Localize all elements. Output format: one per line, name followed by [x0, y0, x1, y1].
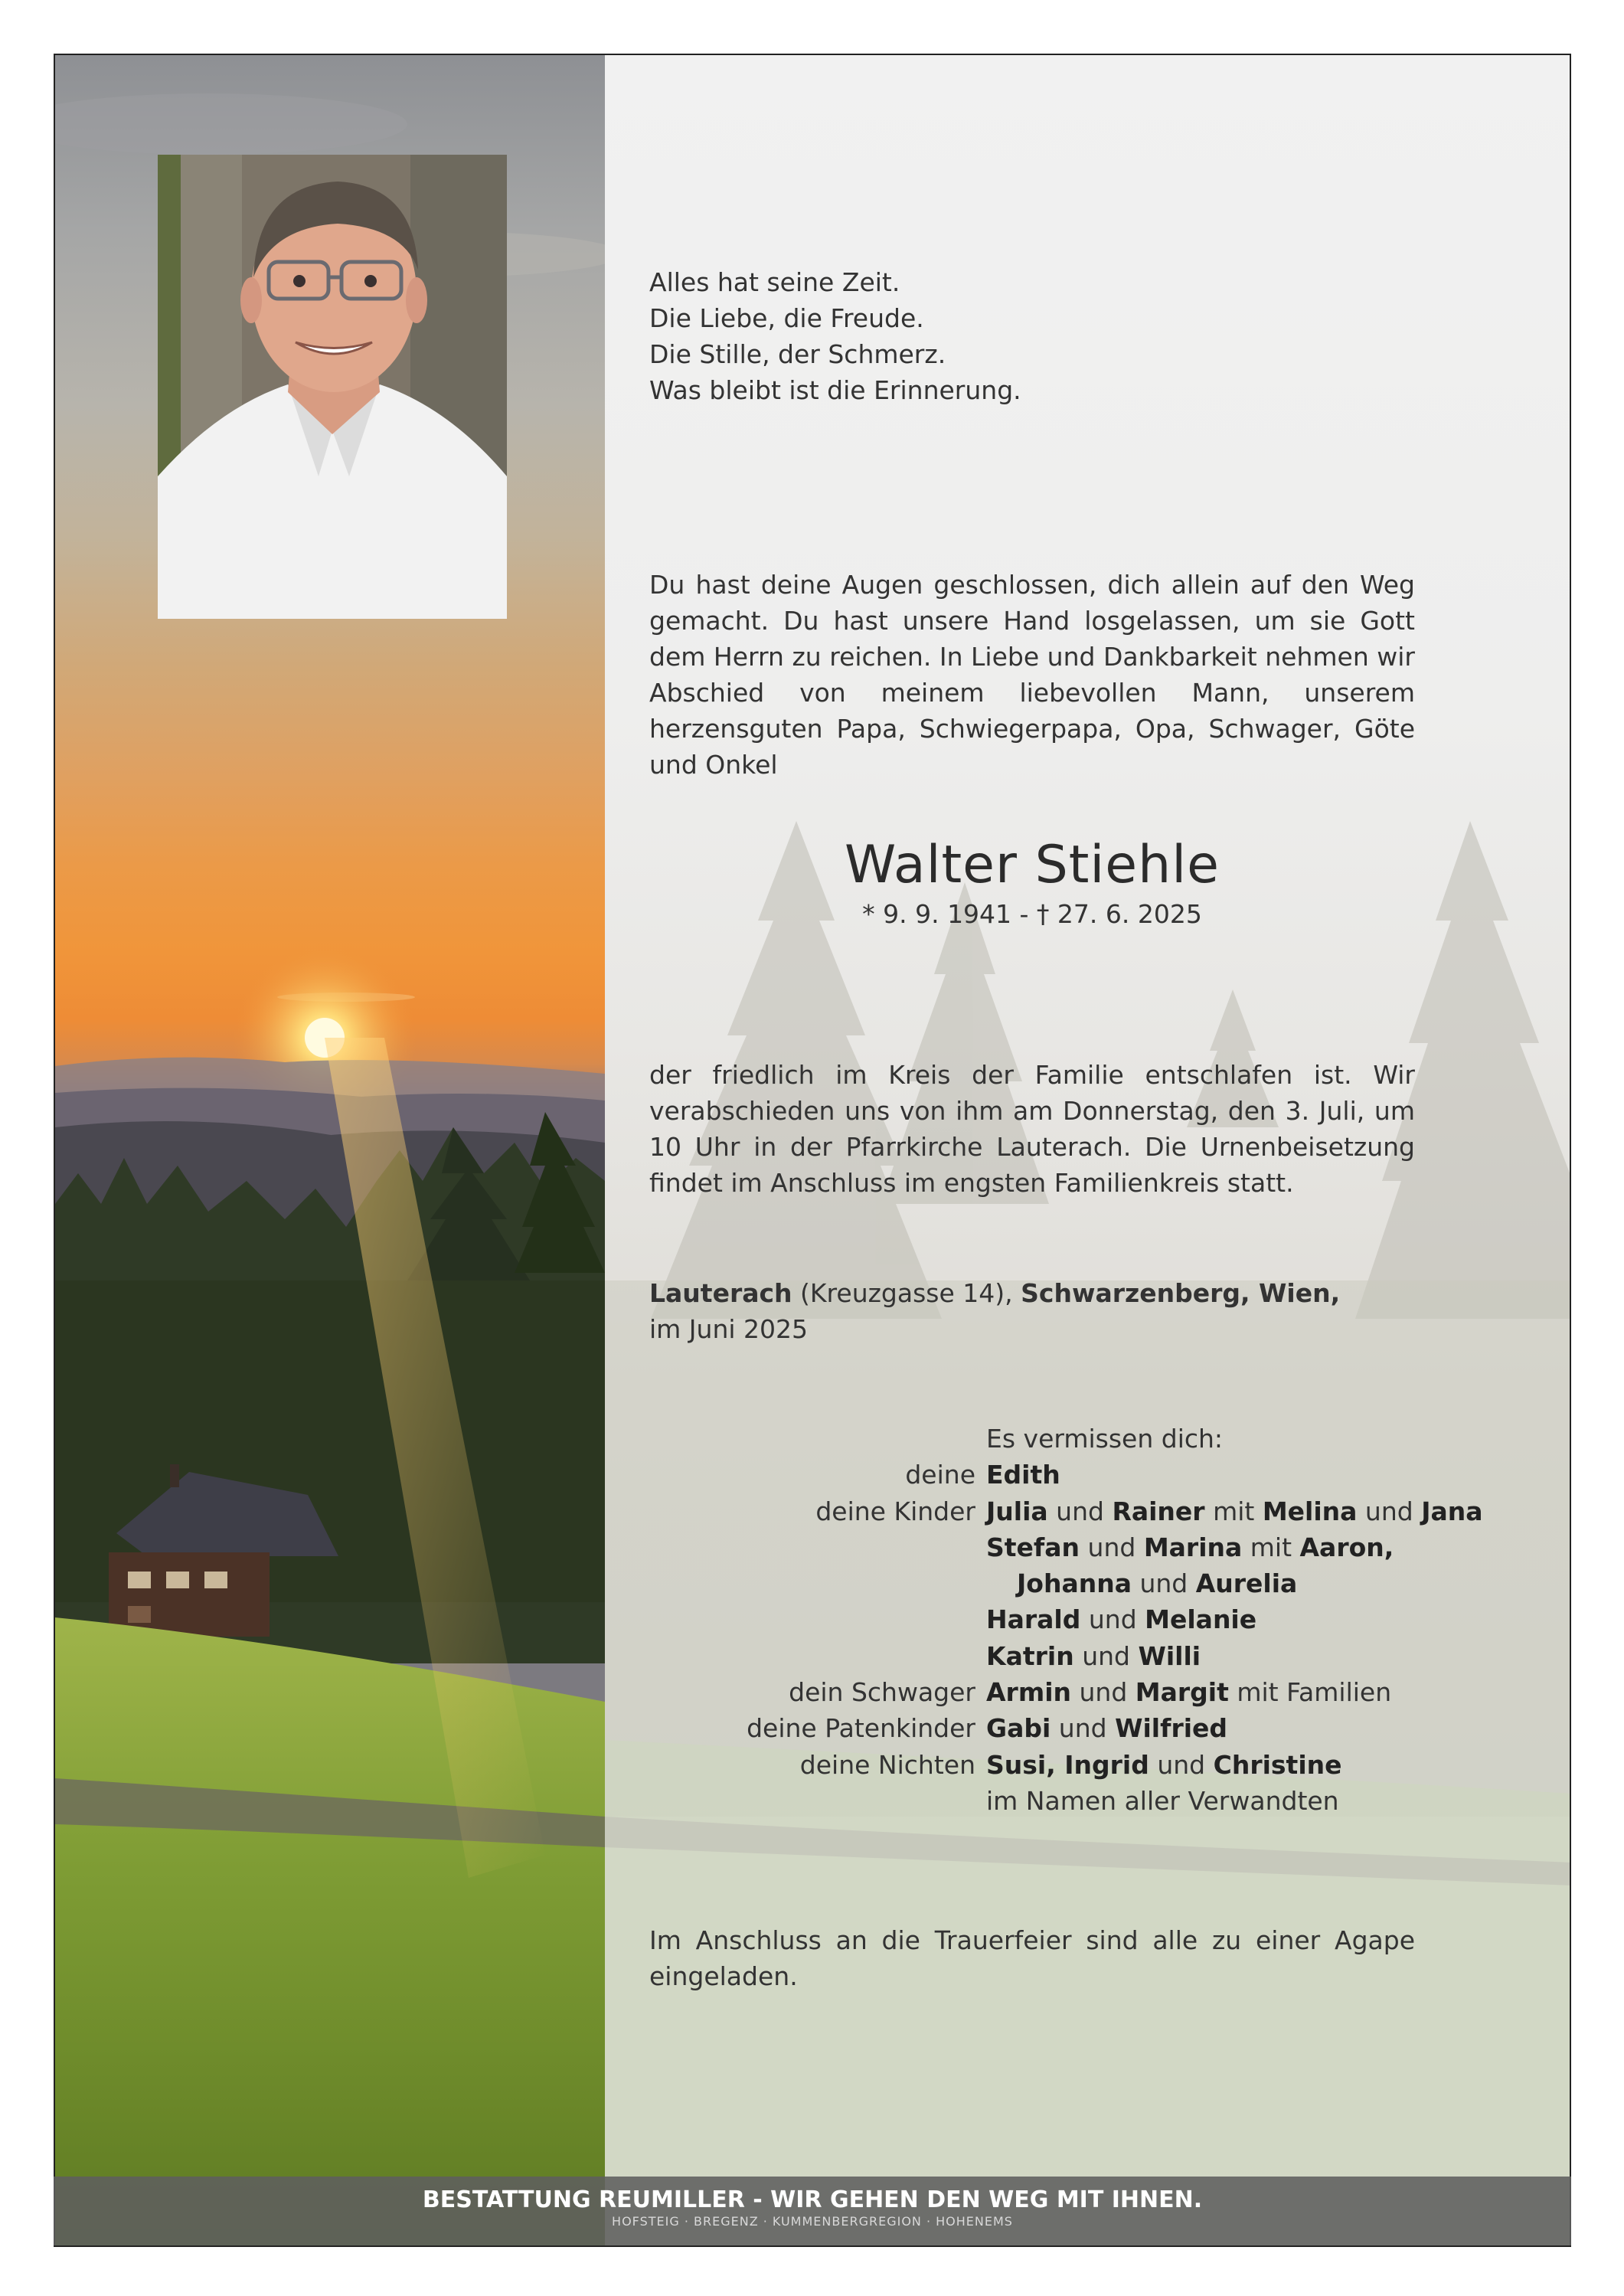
mourner-name: Aurelia — [1195, 1568, 1298, 1599]
mourner-row — [649, 1710, 1492, 1746]
mourners-heading: Es vermissen dich: — [986, 1424, 1224, 1454]
mourner-name: Wilfried — [1115, 1713, 1228, 1744]
mourner-name: Armin — [986, 1677, 1072, 1708]
places-line — [649, 1275, 1415, 1311]
mourner-name: Margit — [1135, 1677, 1229, 1708]
mourner-name: Gabi — [986, 1713, 1051, 1744]
mourner-row — [649, 1565, 1492, 1601]
footer-slogan: BESTATTUNG REUMILLER - WIR GEHEN DEN WEG MIT IHNEN. — [422, 2186, 1203, 2213]
connector: und — [1047, 1496, 1113, 1526]
funeral-message: der friedlich im Kreis der Familie entschlafen ist. Wir verabschieden uns von ihm am Donnerstag, den 3. Juli, um 10 Uhr in der Pfarrkirche Lauterach. Die Urnenbeisetzung findet im Anschluss im engsten Familienkreis statt. — [649, 1060, 1415, 1198]
sunset-landscape-image — [55, 55, 605, 2245]
connector: und — [1131, 1568, 1196, 1599]
connector: mit — [1242, 1532, 1300, 1562]
mourner-name: Melanie — [1145, 1604, 1257, 1635]
mourner-role: deine — [905, 1460, 975, 1490]
address: (Kreuzgasse 14), — [792, 1278, 1021, 1308]
mourner-row — [649, 1674, 1492, 1710]
mourner-row — [649, 1601, 1492, 1637]
poem-line: Alles hat seine Zeit. — [649, 267, 900, 297]
connector: mit — [1204, 1496, 1263, 1526]
mourner-name: Harald — [986, 1604, 1081, 1635]
mourner-role: deine Patenkinder — [747, 1713, 975, 1744]
mourner-row — [649, 1783, 1492, 1819]
mourner-name: Katrin — [986, 1640, 1074, 1671]
connector: und — [1080, 1532, 1144, 1562]
mourner-role: deine Nichten — [799, 1749, 975, 1780]
mourner-name: Stefan — [986, 1532, 1080, 1562]
poem-line: Die Stille, der Schmerz. — [649, 339, 946, 369]
mourner-row — [649, 1529, 1492, 1565]
mourner-name: Edith — [986, 1460, 1060, 1490]
connector: und — [1080, 1604, 1145, 1635]
portrait-photo — [158, 155, 507, 619]
mourner-name: Rainer — [1112, 1496, 1205, 1526]
places-block — [649, 1275, 1415, 1347]
mourner-row — [649, 1457, 1492, 1493]
date-line: im Juni 2025 — [649, 1314, 809, 1344]
footer-bar — [54, 2177, 1571, 2245]
mourner-row — [649, 1493, 1492, 1529]
mourner-name: Susi, Ingrid — [986, 1749, 1149, 1780]
life-dates: * 9. 9. 1941 - † 27. 6. 2025 — [862, 899, 1202, 929]
mourner-name: Aaron, — [1299, 1532, 1394, 1562]
mourner-name: Melina — [1262, 1496, 1358, 1526]
deceased-name: Walter Stiehle — [845, 835, 1220, 895]
poem-line: Die Liebe, die Freude. — [649, 303, 924, 333]
mourners-list — [649, 1421, 1492, 1819]
mourners-heading-row — [649, 1421, 1492, 1457]
mourner-name: Julia — [986, 1496, 1048, 1526]
mourner-role: dein Schwager — [789, 1677, 975, 1708]
mourner-name: Marina — [1143, 1532, 1243, 1562]
connector: und — [1071, 1677, 1135, 1708]
town-lauterach: Lauterach — [649, 1278, 792, 1308]
connector: und — [1149, 1749, 1214, 1780]
portrait-illustration — [158, 155, 507, 619]
mourner-row — [649, 1638, 1492, 1674]
mourner-name: Christine — [1213, 1749, 1342, 1780]
mourner-name: Johanna — [1017, 1568, 1132, 1599]
intro-paragraph: Du hast deine Augen geschlossen, dich allein auf den Weg gemacht. Du hast unsere Hand losgelassen, um sie Gott dem Herrn zu reichen. In Liebe und Dankbarkeit nehmen wir Abschied von meinem liebevollen Mann, unserem herzensguten Papa, Schwiegerpapa, Opa, Schwager, Göte und Onkel — [649, 570, 1415, 780]
mourner-row — [649, 1747, 1492, 1783]
mourner-role: deine Kinder — [815, 1496, 975, 1526]
mourner-name: Willi — [1138, 1640, 1201, 1671]
connector: und — [1073, 1640, 1139, 1671]
connector: mit Familien — [1228, 1677, 1392, 1708]
connector: und — [1051, 1713, 1116, 1744]
poem-line: Was bleibt ist die Erinnerung. — [649, 375, 1021, 405]
poem — [649, 264, 1415, 408]
relatives-line: im Namen aller Verwandten — [986, 1785, 1339, 1816]
mourner-name: Jana — [1421, 1496, 1483, 1526]
connector: und — [1357, 1496, 1422, 1526]
towns-other: Schwarzenberg, Wien, — [1021, 1278, 1341, 1308]
footer-locations: HOFSTEIG · BREGENZ · KUMMENBERGREGION · HOHENEMS — [612, 2214, 1013, 2229]
closing-paragraph: Im Anschluss an die Trauerfeier sind alle zu einer Agape eingeladen. — [649, 1925, 1415, 1991]
